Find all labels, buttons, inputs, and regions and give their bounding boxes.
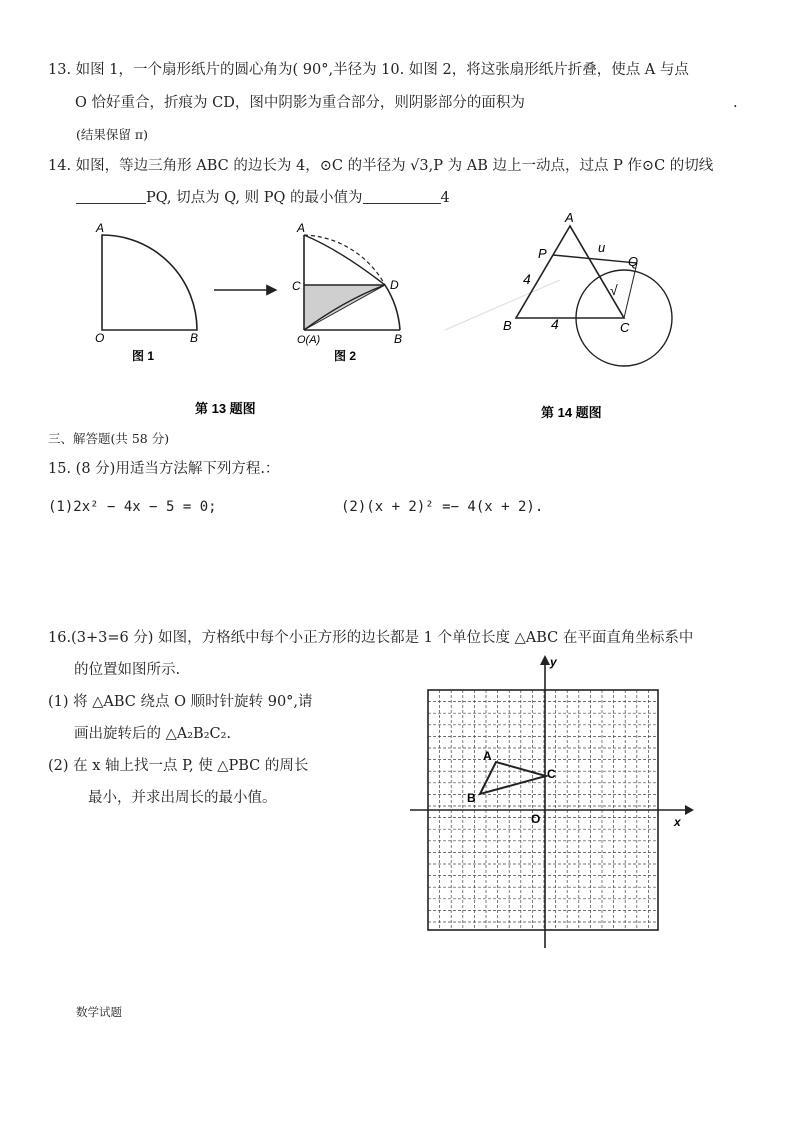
q16-part2-line1: (2) 在 x 轴上找一点 P, 使 △PBC 的周长 — [48, 758, 309, 774]
fig14-note-sqrt: √ — [610, 282, 618, 298]
q13-line3: (结果保留 π) — [76, 127, 148, 142]
fig14-note-4b: 4 — [551, 316, 559, 332]
figures-13-14 — [0, 205, 794, 425]
q13-line2-end: . — [733, 95, 738, 111]
q15-eq1: (1)2x² − 4x − 5 = 0; — [48, 499, 217, 515]
fig2-label-OA: O(A) — [297, 334, 321, 346]
q16-part1-line1: (1) 将 △ABC 绕点 O 顺时针旋转 90°,请 — [48, 694, 313, 710]
fig14-figure — [445, 210, 672, 366]
q13-line2: O 恰好重合，折痕为 CD，图中阴影为重合部分，则阴影部分的面积为 — [75, 95, 525, 111]
coordinate-grid — [400, 650, 700, 955]
q13-line1: 13. 如图 1，一个扇形纸片的圆心角为( 90°,半径为 10. 如图 2，将这张扇形纸片折叠，使点 A 与点 — [48, 62, 689, 78]
fig14-label-B: B — [503, 318, 512, 333]
fig14-label-C: C — [620, 320, 630, 335]
fig14-label-P: P — [538, 246, 547, 261]
fig2-label-B: B — [394, 332, 403, 346]
fig1-caption: 图 1 — [132, 349, 155, 363]
triangle-abc — [480, 762, 546, 794]
fig1-label-B: B — [190, 331, 199, 345]
section3-title: 三、解答题(共 58 分) — [48, 431, 170, 446]
q16-part2-line2: 最小，并求出周长的最小值。 — [88, 790, 277, 806]
vertex-A-label: A — [483, 749, 492, 763]
fig13-figure2 — [292, 221, 402, 363]
fig14-label-Q: Q — [628, 254, 639, 269]
fig1-label-O: O — [95, 331, 105, 345]
fig1-label-A: A — [96, 221, 105, 235]
q14-line1: 14. 如图，等边三角形 ABC 的边长为 4，⊙C 的半径为 √3,P 为 AB 边上一动点，过点 P 作⊙C 的切线 — [48, 158, 714, 174]
fig13-figure1 — [95, 221, 198, 363]
fig14-caption: 第 14 题图 — [541, 405, 602, 420]
vertex-C-label: C — [547, 767, 556, 781]
fig2-label-C: C — [292, 279, 301, 293]
fig2-label-A: A — [297, 221, 306, 235]
q15-title: 15. (8 分)用适当方法解下列方程.： — [48, 461, 280, 477]
x-axis-arrow-icon — [685, 805, 694, 815]
fig14-note-4a: 4 — [523, 271, 531, 287]
fig13-caption: 第 13 题图 — [195, 401, 256, 416]
q16-part1-line2: 画出旋转后的 △A₂B₂C₂. — [74, 726, 232, 742]
q16-line2: 的位置如图所示. — [74, 662, 181, 678]
q15-eq2: (2)(x + 2)² =− 4(x + 2). — [341, 499, 544, 515]
q14-blank-2[interactable] — [363, 189, 441, 204]
vertex-B-label: B — [467, 791, 476, 805]
q14-line2: PQ, 切点为 Q, 则 PQ 的最小值为 4 — [76, 189, 450, 207]
fig2-label-D: D — [390, 278, 399, 292]
q16-line1: 16.(3+3=6 分) 如图，方格纸中每个小正方形的边长都是 1 个单位长度 △ABC 在平面直角坐标系中 — [48, 630, 694, 646]
y-axis-label: y — [550, 655, 557, 669]
q14-blank-1[interactable] — [76, 189, 146, 204]
footer-label: 数学试题 — [76, 1005, 122, 1019]
fig2-caption: 图 2 — [334, 349, 357, 363]
fig14-note-u: u — [598, 240, 606, 255]
fig14-label-A: A — [565, 210, 574, 225]
x-axis-label: x — [674, 815, 681, 829]
origin-label: O — [531, 812, 541, 826]
y-axis-arrow-icon — [540, 655, 550, 665]
